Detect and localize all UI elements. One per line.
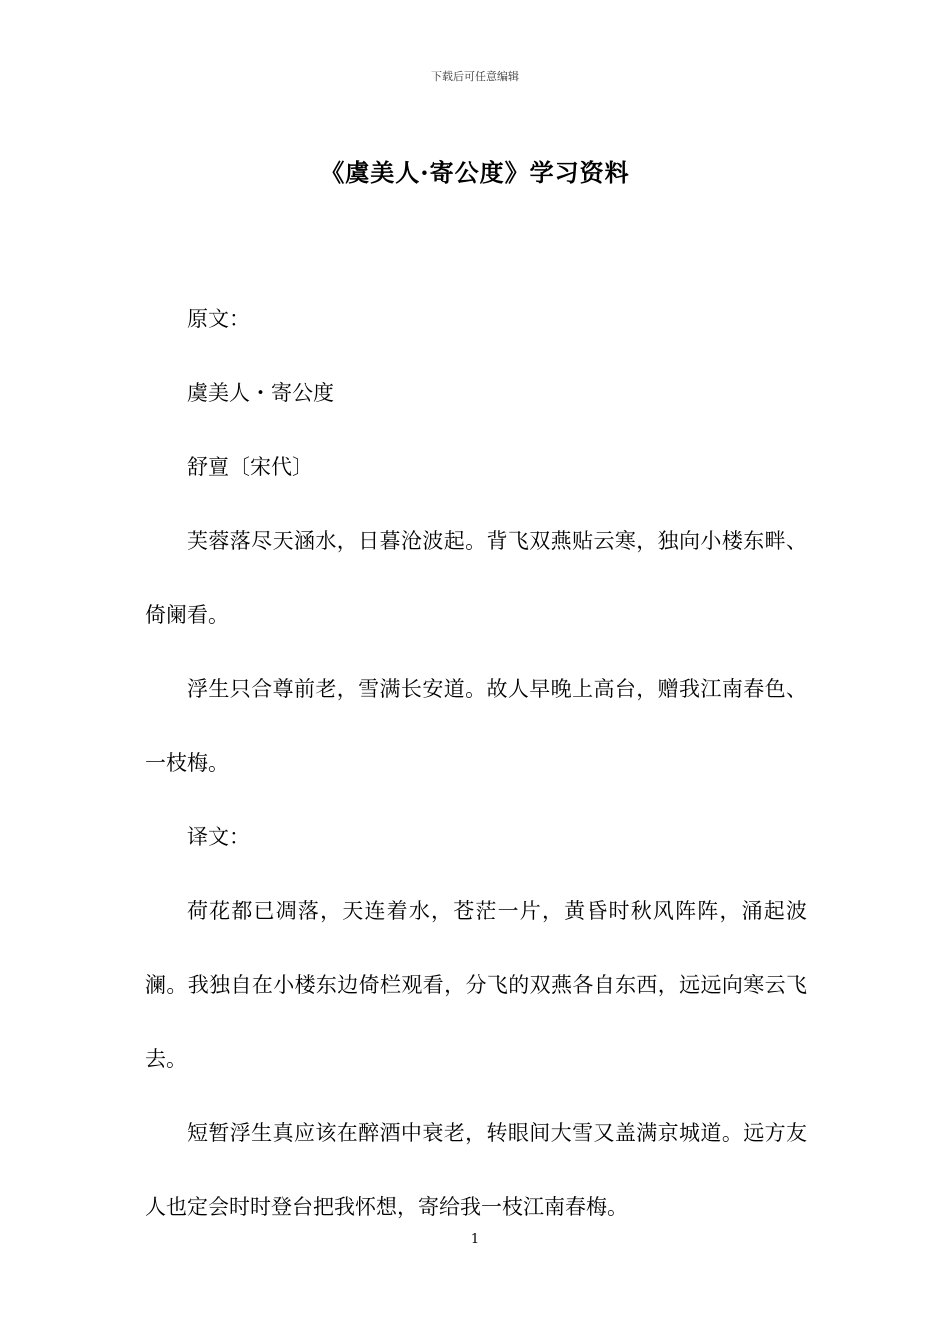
paragraph-poem-stanza-2: 浮生只合尊前老，雪满长安道。故人早晚上高台，赠我江南春色、一枝梅。 — [145, 677, 807, 775]
paragraph-poem-title: 虞美人・寄公度 — [187, 381, 334, 405]
document-title: 《虞美人·寄公度》学习资料 — [320, 158, 630, 187]
paragraph-translation-label: 译文： — [187, 825, 250, 849]
paragraph-translation-2: 短暂浮生真应该在醉酒中衰老，转眼间大雪又盖满京城道。远方友人也定会时时登台把我怀想，寄给我一枝江南春梅。 — [145, 1121, 807, 1219]
paragraph-author: 舒亶〔宋代〕 — [187, 455, 313, 479]
paragraph-original-label: 原文： — [187, 307, 250, 331]
paragraph-translation-1: 荷花都已凋落，天连着水，苍茫一片，黄昏时秋风阵阵，涌起波澜。我独自在小楼东边倚栏观看，分飞的双燕各自东西，远远向寒云飞去。 — [145, 899, 807, 1071]
paragraph-poem-stanza-1: 芙蓉落尽天涵水，日暮沧波起。背飞双燕贴云寒，独向小楼东畔、倚阑看。 — [145, 529, 807, 627]
header-note: 下载后可任意编辑 — [431, 70, 519, 83]
page-number: 1 — [470, 1232, 480, 1247]
document-body — [145, 282, 807, 1244]
